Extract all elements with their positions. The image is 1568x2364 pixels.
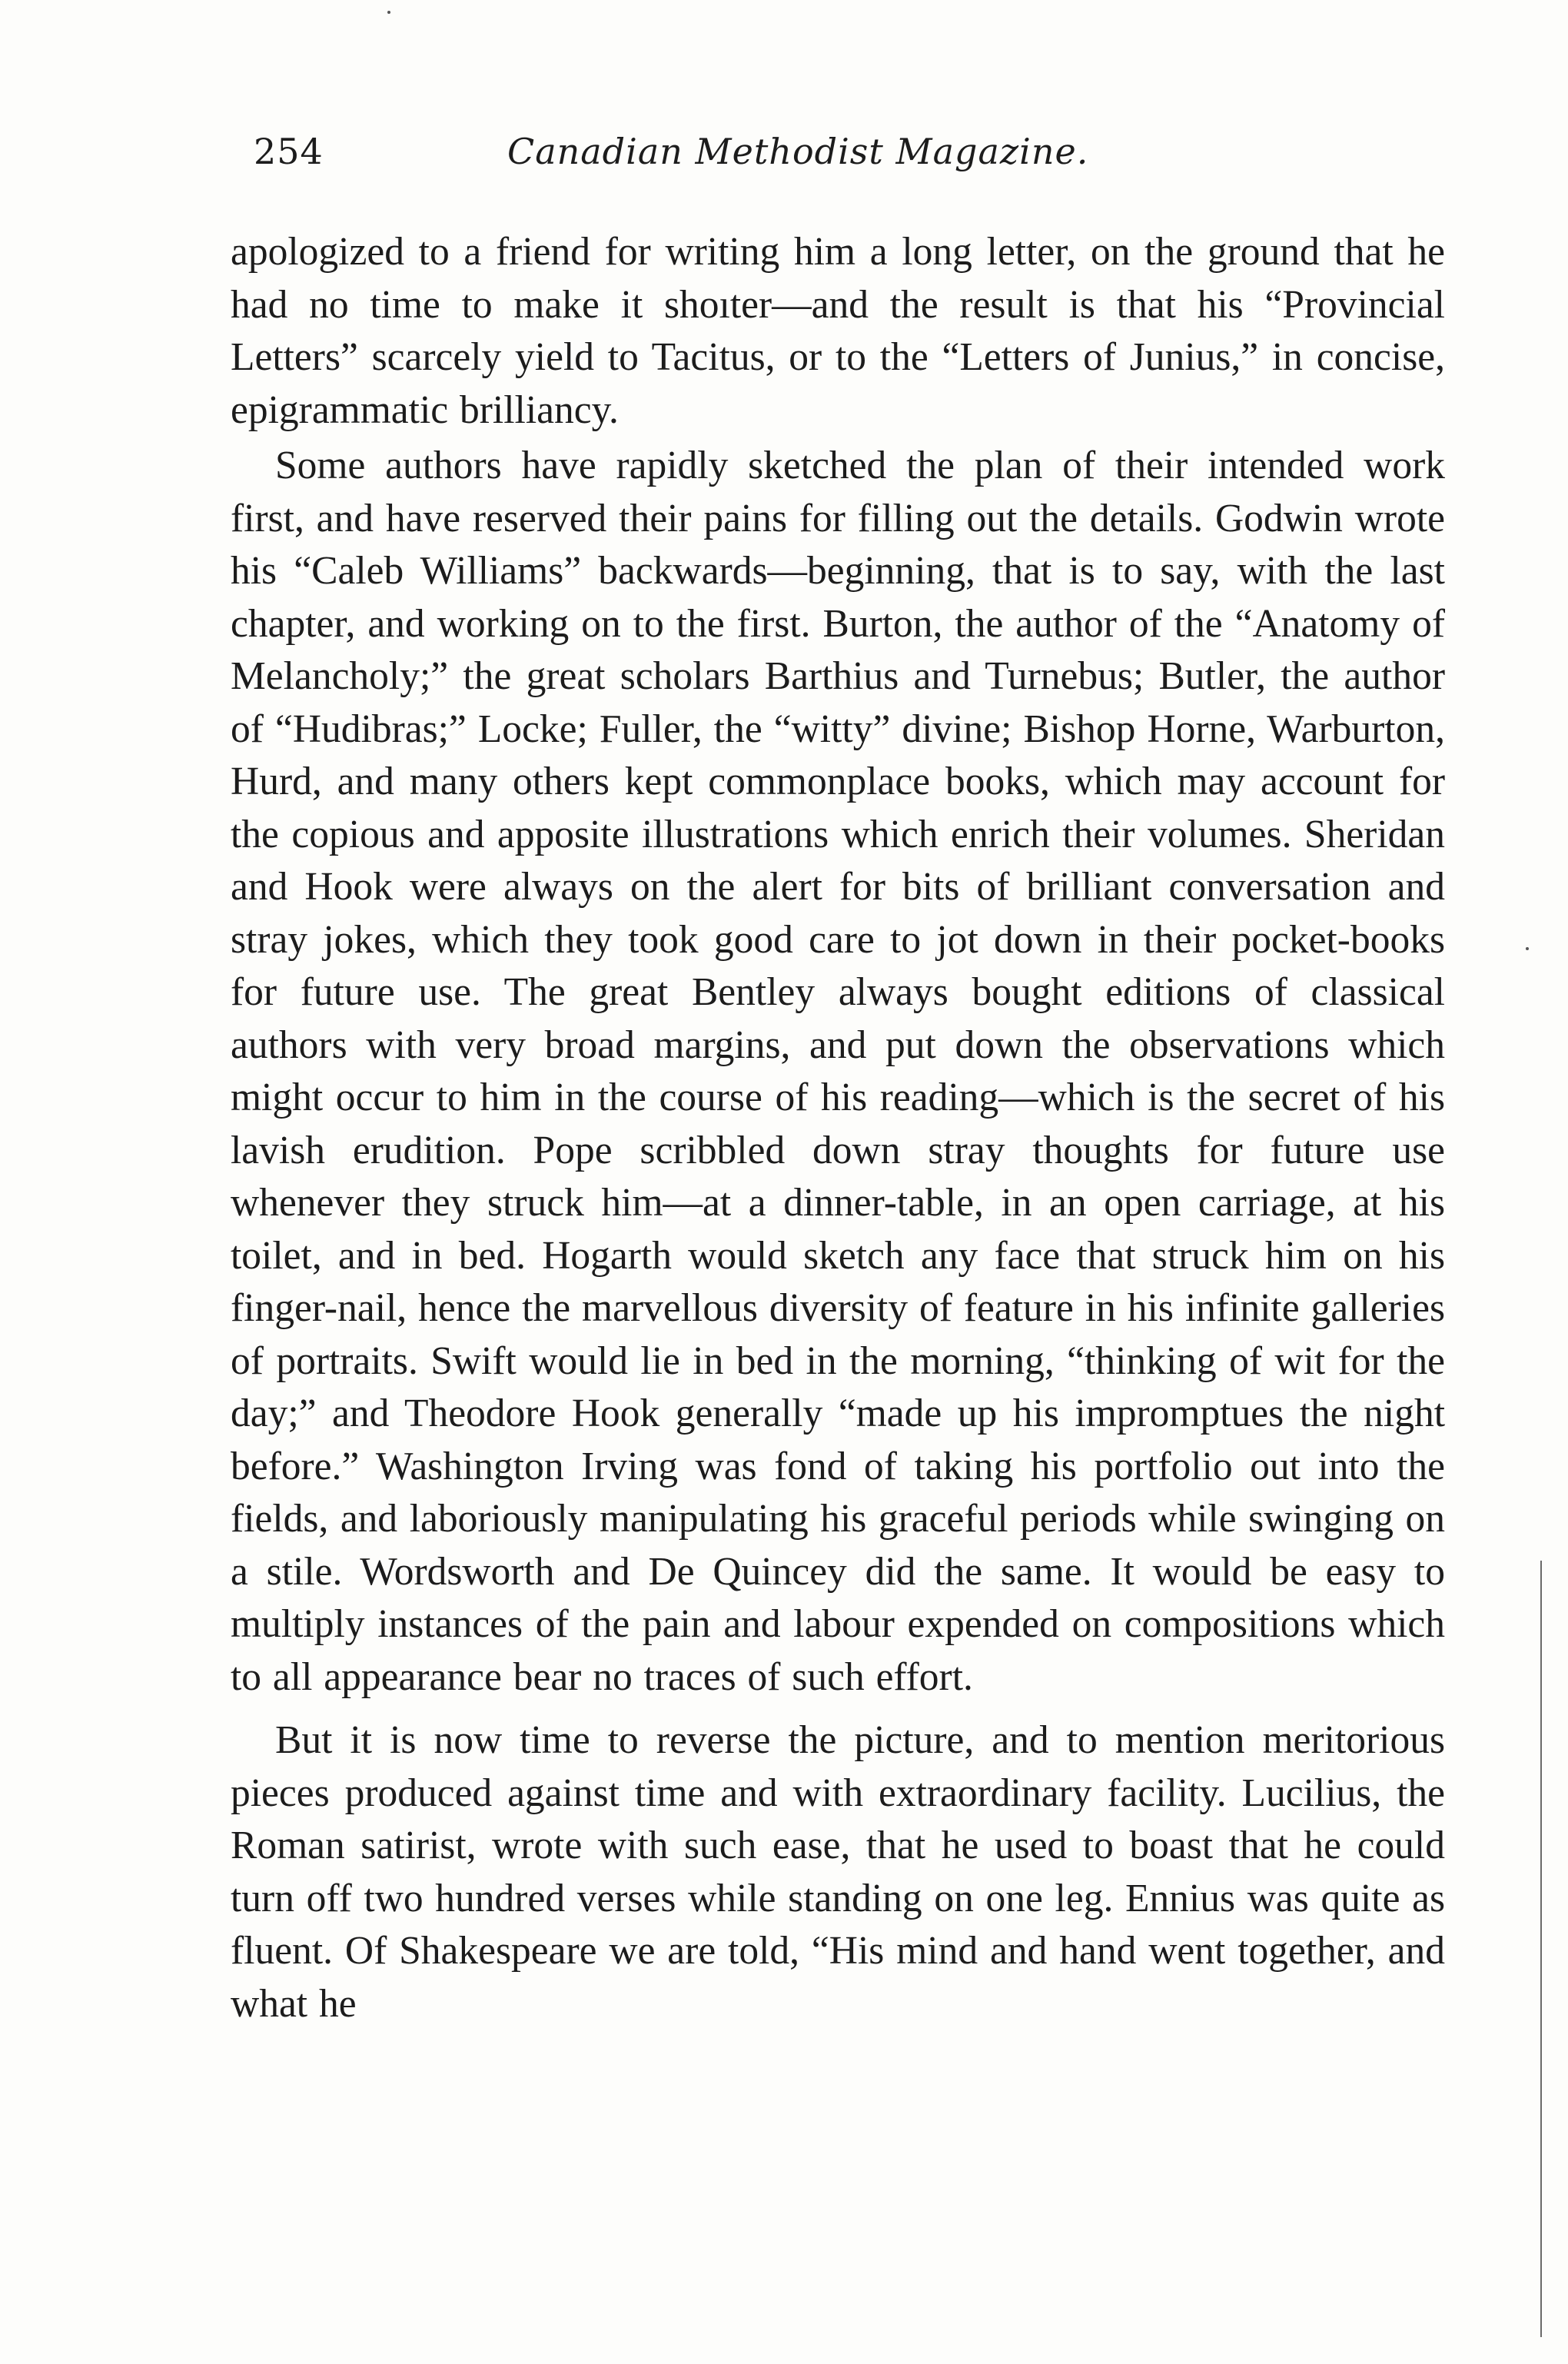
scan-speck xyxy=(1526,947,1529,950)
scan-margin-line xyxy=(1540,1561,1542,2337)
body-text xyxy=(231,226,1445,2030)
page-number: 254 xyxy=(254,131,324,172)
paragraph-continuation: apologized to a friend for writing him a long letter, on the ground that he had no time to make it shoıter—and the result is that his “Provincial Letters” scarcely yield to Tacitus, or to the “Letters of Junius,” in concise, epigrammatic brilliancy. xyxy=(231,230,1445,432)
paragraph-commonplace-books: Some authors have rapidly sketched the plan of their intended work first, and have reserved their pains for filling out the details. Godwin wrote his “Caleb Williams” backwards—beginning, that is to say, with the last chapter, and working on to the first. Burton, the author of the “Anatomy of Melancholy;” the great scholars Barthius and Turnebus; Butler, the author of “Hudibras;” Locke; Fuller, the “witty” divine; Bishop Horne, Warburton, Hurd, and many others kept commonplace books, which may account for the copious and apposite illustrations which enrich their volumes. Sheridan and Hook were always on the alert for bits of brilliant conversation and stray jokes, which they took good care to jot down in their pocket-books for future use. The great Bentley always bought editions of classical authors with very broad margins, and put down the observations which might occur to him in the course of his reading—which is the secret of his lavish erudition. Pope scribbled down stray thoughts for future use whenever they struck him—at a dinner-table, in an open carriage, at his toilet, and in bed. Hogarth would sketch any face that struck him on his finger-nail, hence the marvellous diversity of feature in his infinite galleries of portraits. Swift would lie in bed in the morning, “thinking of wit for the day;” and Theodore Hook generally “made up his impromptues the night before.” Washington Irving was fond of taking his portfolio out into the fields, and laboriously manipulating his graceful periods while swinging on a stile. Wordsworth and De Quincey did the same. It would be easy to multiply instances of the pain and labour expended on compositions which to all appearance bear no traces of such effort. xyxy=(231,444,1445,1699)
scan-speck xyxy=(387,11,390,14)
running-head xyxy=(231,131,1445,192)
paragraph-facility: But it is now time to reverse the picture, and to mention meritorious pieces produced against time and with extraordinary facility. Lucilius, the Roman satirist, wrote with such ease, that he used to boast that he could turn off two hundred verses while standing on one leg. Ennius was quite as fluent. Of Shakespeare we are told, “His mind and hand went together, and what he xyxy=(231,1718,1445,2026)
book-page xyxy=(231,131,1445,2030)
running-title: Canadian Methodist Magazine. xyxy=(507,131,1089,172)
